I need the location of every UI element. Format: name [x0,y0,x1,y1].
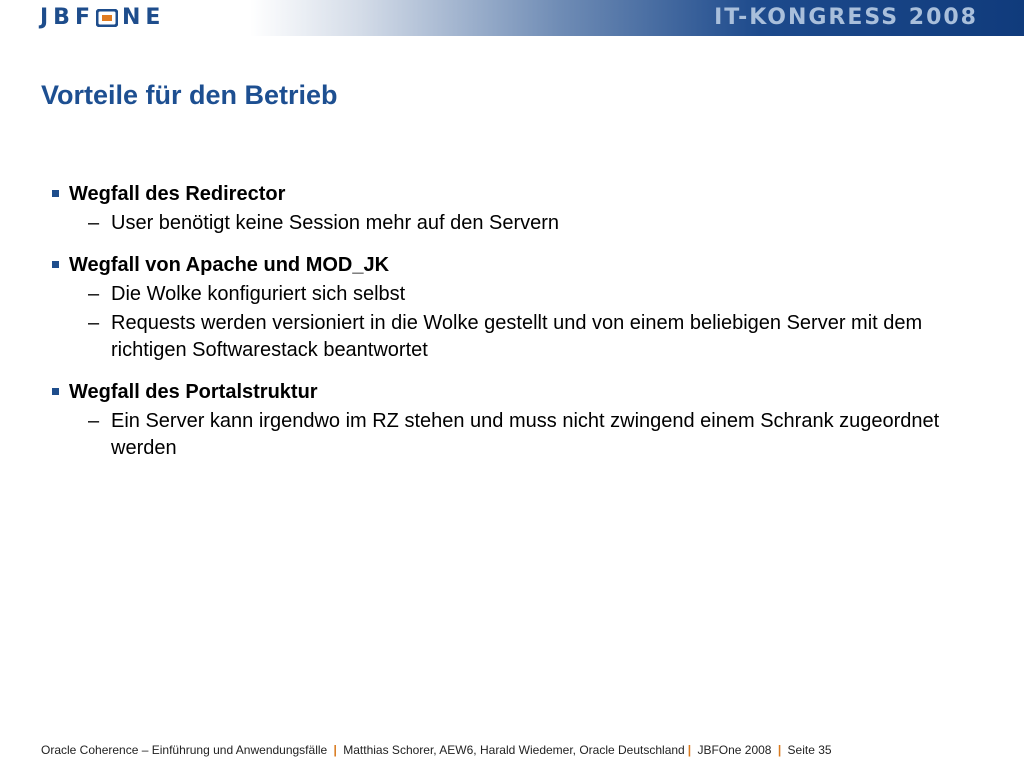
dash-icon: – [88,212,100,234]
sub-point [88,281,972,308]
section-portalstruktur [52,378,972,462]
sub-point-text: User benötigt keine Session mehr auf den Servern [111,212,560,234]
dash-icon: – [88,312,100,334]
footer-event: JBFOne 2008 [697,743,772,757]
slide-content [52,180,972,476]
footer-separator: | [333,743,337,757]
slide-title: Vorteile für den Betrieb [41,80,338,110]
logo-o-icon [96,9,118,27]
bullet-heading [52,251,972,279]
sub-point-text: Ein Server kann irgendwo im RZ stehen und muss nicht zwingend einem Schrank zugeordnet werden [111,410,940,459]
bullet-heading-text: Wegfall des Redirector [69,183,286,205]
logo-text-right: NE [121,5,166,30]
square-bullet-icon [52,261,59,268]
sub-point-text: Die Wolke konfiguriert sich selbst [111,283,406,305]
square-bullet-icon [52,190,59,197]
slide-footer [41,743,832,757]
sub-point [88,310,972,364]
jbfone-logo [40,6,165,30]
bullet-heading [52,180,972,208]
footer-authors: Matthias Schorer, AEW6, Harald Wiedemer, Oracle Deutschland [343,743,685,757]
dash-icon: – [88,410,100,432]
footer-talk-title: Oracle Coherence – Einführung und Anwendungsfälle [41,743,328,757]
bullet-heading [52,378,972,406]
sub-point-text: Requests werden versioniert in die Wolke gestellt und von einem beliebigen Server mit dem richtigen Softwarestack beantwortet [111,312,923,361]
event-title: IT-KONGRESS 2008 [714,5,978,30]
footer-separator: | [777,743,782,757]
section-apache [52,251,972,364]
bullet-heading-text: Wegfall von Apache und MOD_JK [69,254,390,276]
header-bar [0,0,1024,36]
dash-icon: – [88,283,100,305]
sub-point [88,210,972,237]
square-bullet-icon [52,388,59,395]
logo-text-left: JBF [40,5,95,30]
footer-page-number: Seite 35 [787,743,832,757]
bullet-heading-text: Wegfall des Portalstruktur [69,381,318,403]
section-redirector [52,180,972,237]
footer-separator: | [687,743,692,757]
sub-point [88,408,972,462]
